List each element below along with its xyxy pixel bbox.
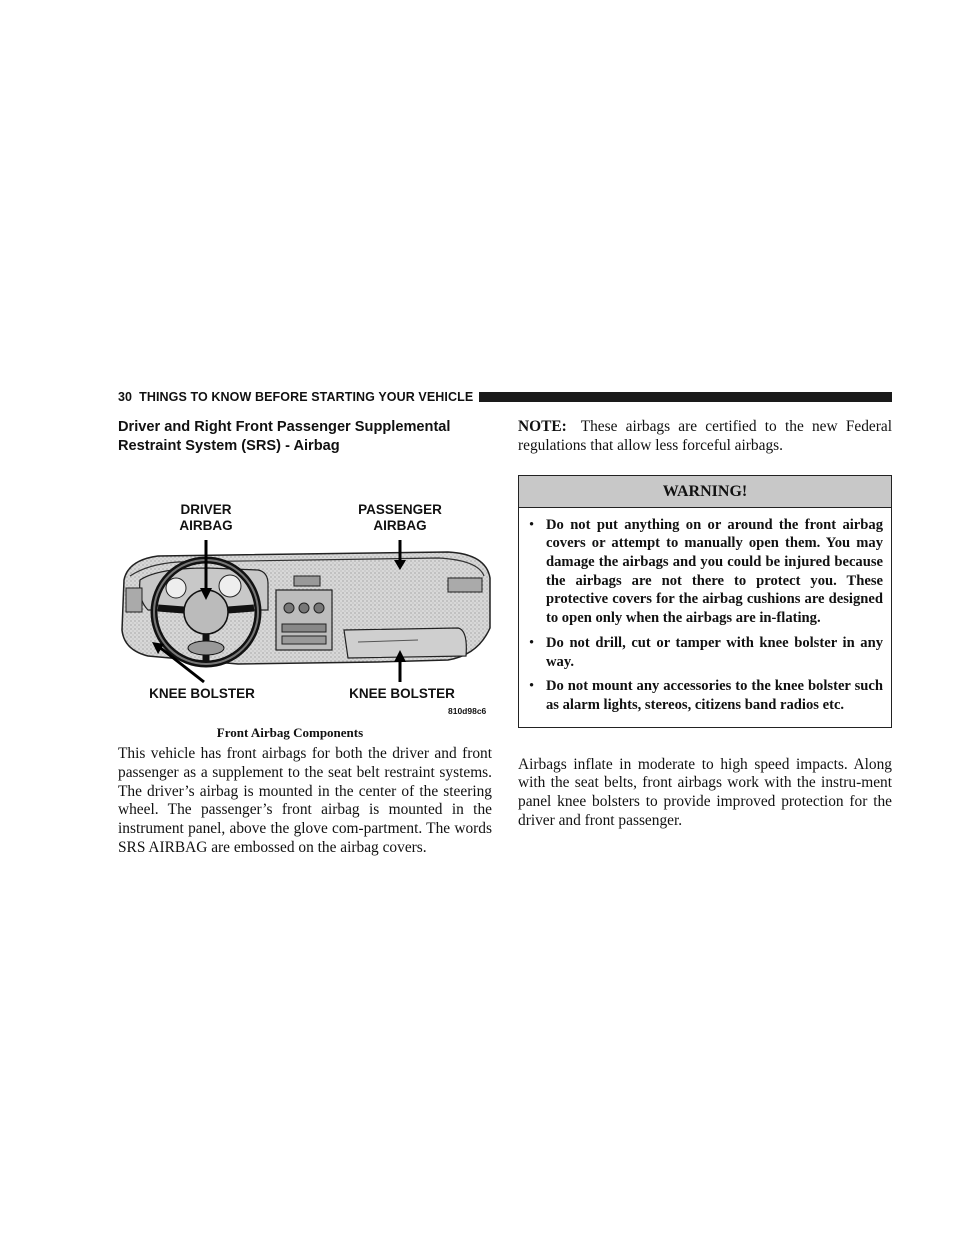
driver-airbag-label-line2: AIRBAG (179, 518, 233, 533)
section-title: Driver and Right Front Passenger Supplemental Restraint System (SRS) - Airbag (118, 419, 451, 454)
warning-item: • Do not mount any accessories to the knee bolster such as alarm lights, stereos, citizens band radios etc. (529, 677, 883, 714)
passenger-airbag-label-line2: AIRBAG (373, 518, 427, 533)
driver-airbag-label-line1: DRIVER (180, 502, 232, 517)
warning-box (518, 475, 892, 728)
left-paragraph: This vehicle has front airbags for both the driver and front passenger as a supplement to the seat belt restraint systems. The driver’s airbag is mounted in the center of the steering wheel. The passenger’s front airbag is mounted in the instrument panel, above the glove com-partment. The words SRS AIRBAG are embossed on the airbag covers. (118, 745, 492, 856)
section-heading: THINGS TO KNOW BEFORE STARTING YOUR VEHICLE (139, 390, 474, 404)
passenger-airbag-label-line1: PASSENGER (358, 502, 442, 517)
figure-caption: Front Airbag Components (216, 725, 364, 740)
dashboard-figure (118, 460, 492, 716)
note-label: NOTE: (518, 418, 567, 435)
warning-list (519, 508, 891, 727)
knee-bolster-left-label: KNEE BOLSTER (149, 686, 255, 701)
page-number: 30 (118, 390, 133, 404)
dashboard-illustration (118, 460, 492, 686)
note-text: These airbags are certified to the new Federal regulations that allow less forceful airbags. (518, 418, 892, 454)
right-column (518, 418, 892, 831)
note (518, 418, 892, 456)
right-paragraph: Airbags inflate in moderate to high speed impacts. Along with the seat belts, front airbags work with the instru-ment panel knee bolsters to provide improved protection for the driver and front passenger. (518, 755, 892, 830)
figure-code: 810d98c6 (448, 706, 487, 716)
page-header (118, 389, 892, 405)
warning-item: • Do not put anything on or around the front airbag covers or attempt to manually open them. You may damage the airbags and you could be injured because the airbags are not there to protect you. These protective covers for the airbag cushions are designed to open only when the airbags are in-flating. (529, 516, 883, 628)
warning-title: WARNING! (519, 476, 891, 508)
header-rule (479, 392, 892, 402)
left-column (118, 418, 492, 858)
warning-item: • Do not drill, cut or tamper with knee bolster in any way. (529, 634, 883, 671)
knee-bolster-right-label: KNEE BOLSTER (349, 686, 455, 701)
